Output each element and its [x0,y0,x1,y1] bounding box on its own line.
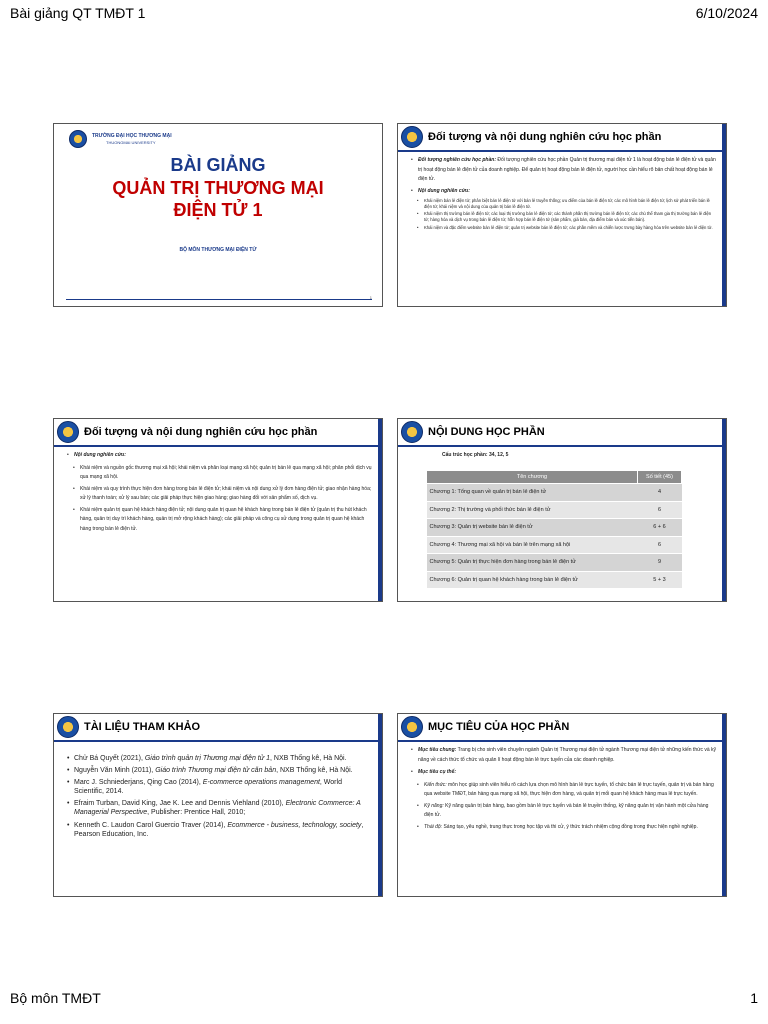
slide-number: 1 [369,295,372,300]
list-item: • Khái niệm và đặc điểm website bán lẻ điện tử; quản trị website bán lẻ điện tử; các phần mềm và chiến lược trưng bày hàng hóa trên website bán lẻ điện tử. [410,225,716,231]
slide-title: NỘI DUNG HỌC PHẦN [428,426,545,438]
list-item: • Đối tượng nghiên cứu học phần: Đối tượng nghiên cứu học phần Quản trị thương mại điện tử 1 là hoạt động bán lẻ điện tử và quản trị hoạt động bán lẻ điện tử của doanh nghiệp. Để quản trị hoạt động bán lẻ điện tử, người học cần hiểu rõ bản chất hoạt động bán lẻ điện tử. [410,156,716,185]
slide-accent-bar [722,714,726,896]
column-header-chapter: Tên chương [427,470,638,484]
chapter-cell: Chương 3: Quản trị website bán lẻ điện tử [427,519,638,537]
list-item: • Nội dung nghiên cứu: [410,188,716,196]
list-item: • Khái niệm quản trị quan hệ khách hàng điện tử; nội dung quản trị quan hệ khách hàng trong bán lẻ điện tử (quản trị thu hút khách hàng, quản trị duy trì khách hàng, quản trị mở rộng khách hàng); các giải pháp và công cụ sử dụng trong quản trị quan hệ khách hàng trong bán lẻ điện tử. [66,506,372,535]
chapter-cell: Chương 2: Thị trường và phối thức bán lẻ điện tử [427,501,638,519]
cover-title-line2: QUẢN TRỊ THƯƠNG MẠI [112,177,324,198]
document-header-date: 6/10/2024 [695,5,758,21]
university-logo-icon [57,716,79,738]
table-row [427,536,682,554]
hours-cell: 6 [638,501,682,519]
slide-accent-bar [722,124,726,306]
chapter-cell: Chương 1: Tổng quan về quản trị bán lẻ điện tử [427,484,638,502]
slide-course-content [397,418,727,602]
slide-objects-content-1 [397,123,727,307]
reference-list [66,754,372,892]
slide-objects-content-2 [53,418,383,602]
reference-item: • Kenneth C. Laudon Carol Guercio Traver (2014), Ecommerce - business, technology, society, Pearson Education, Inc. [66,821,372,839]
list-item: • Kỹ năng: Kỹ năng quản trị bán hàng, bao gồm bán lẻ trực tuyến và bán lẻ truyền thống, kỹ năng quản trị vận hành một cửa hàng điện tử. [410,802,716,821]
university-name: TRƯỜNG ĐẠI HỌC THƯƠNG MẠI [92,133,172,140]
chapter-cell: Chương 4: Thương mại xã hội và bán lẻ trên mạng xã hội [427,536,638,554]
list-item: • Kiến thức: môn học giúp sinh viên hiểu rõ cách lựa chọn mô hình bán lẻ trực tuyến, tổ chức bán lẻ trực tuyến, quản trị và bán hàng qua website TMĐT, bán hàng qua mạng xã hội, thực hiện đơn hàng, và quản trị mối quan hệ khách hàng mua lẻ trực tuyến. [410,781,716,800]
department-name: BỘ MÔN THƯƠNG MẠI ĐIỆN TỬ [179,247,257,253]
university-logo-icon [401,421,423,443]
slide-cover [53,123,383,307]
slide-objectives [397,713,727,897]
column-header-hours: Số tiết (45) [638,470,682,484]
slide-title: Đối tượng và nội dung nghiên cứu học phần [84,426,318,438]
table-header-row [427,470,682,484]
slide-title: Đối tượng và nội dung nghiên cứu học phần [428,131,662,143]
university-name-en: THUONGMAI UNIVERSITY [106,139,156,145]
table-row [427,484,682,502]
cover-title-line3: ĐIỆN TỬ 1 [173,200,263,220]
slide-title: MỤC TIÊU CỦA HỌC PHẦN [428,721,570,733]
table-row [427,519,682,537]
chapter-table [426,470,682,590]
university-logo-icon [401,716,423,738]
list-item: • Khái niệm và nguồn gốc thương mại xã hội; khái niệm và phân loại mạng xã hội; quản trị bán lẻ qua mạng xã hội; phân phối dịch vụ qua mạng xã hội. [66,464,372,483]
list-item: • Nội dung nghiên cứu: [66,451,372,461]
university-logo-icon [401,126,423,148]
slide-body [66,451,372,597]
reference-item: • Marc J. Schniederjans, Qing Cao (2014), E-commerce operations management, World Scientific, 2014. [66,778,372,796]
chapter-cell: Chương 6: Quản trị quan hệ khách hàng trong bán lẻ điện tử [427,571,638,589]
cover-title-line1: BÀI GIẢNG [170,155,266,175]
list-item: • Khái niệm và quy trình thực hiện đơn hàng trong bán lẻ điện tử; khái niệm và nội dung xử lý đơn hàng điện tử; giao nhận hàng hóa; xử lý thanh toán; xử lý sau bán; các giải pháp thực hiện giao hàng; giao hàng đối với sản phẩm số, dịch vụ. [66,485,372,504]
chapter-cell: Chương 5: Quản trị thực hiện đơn hàng trong bán lẻ điện tử [427,554,638,572]
slide-title-bar [398,419,726,447]
reference-item: • Nguyễn Văn Minh (2011), Giáo trình Thương mại điện tử căn bản, NXB Thống kê, Hà Nội. [66,766,372,775]
slide-references [53,713,383,897]
slide-body [410,452,716,597]
document-footer-department: Bộ môn TMĐT [10,990,101,1006]
slide-title-bar [398,124,726,152]
list-item: • Thái độ: Sáng tạo, yêu nghề, trung thực trong học tập và thi cử, ý thức trách nhiệm cộng đồng trong thực hiện nghề nghiệp. [410,823,716,833]
list-item: • Khái niệm thị trường bán lẻ điện tử; các loại thị trường bán lẻ điện tử; các thành phần thị trường bán lẻ điện tử; các chủ thể tham gia thị trường bán lẻ điện tử; hàng hóa và dịch vụ trong bán lẻ điện tử; hỗn hợp bán lẻ điện tử (sản phẩm, giá bán, địa điểm bán và xúc tiến bán). [410,211,716,222]
slide-title: TÀI LIỆU THAM KHẢO [84,721,201,733]
university-logo-icon [69,130,87,148]
reference-item: • Efraim Turban, David King, Jae K. Lee and Dennis Viehland (2010), Electronic Commerce: A Managerial Perspective, Publisher: Prentice Hall, 2010; [66,799,372,817]
table-row [427,501,682,519]
list-item: • Mục tiêu cụ thể: [410,768,716,778]
hours-cell: 6 [638,536,682,554]
slide-accent-bar [722,419,726,601]
university-logo-icon [57,421,79,443]
slide-accent-bar [378,714,382,896]
course-structure: Cấu trúc học phần: 34, 12, 5 [442,452,509,458]
document-header-title: Bài giảng QT TMĐT 1 [10,5,146,21]
hours-cell: 9 [638,554,682,572]
divider [66,299,372,300]
hours-cell: 4 [638,484,682,502]
list-item: • Mục tiêu chung: Trang bị cho sinh viên chuyên ngành Quản trị Thương mại điện tử ngành Thương mại điện tử những kiến thức và kỹ năng về cách thức tổ chức và quản lí hoạt động bán lẻ trực tuyến của các doanh nghiệp. [410,746,716,765]
hours-cell: 6 + 6 [638,519,682,537]
table-row [427,571,682,589]
slide-body [410,156,716,302]
slide-title-bar [54,714,382,742]
slide-body [410,746,716,892]
list-item: • Khái niệm bán lẻ điện tử; phân biệt bán lẻ điện tử với bán lẻ truyền thống; ưu điểm của bán lẻ điện tử; các mô hình bán lẻ điện tử; lịch sử phát triển bán lẻ điện tử; khái niệm và nội dung của quản trị bán lẻ điện tử. [410,198,716,209]
document-page-number: 1 [750,990,758,1006]
slide-accent-bar [378,419,382,601]
hours-cell: 5 + 3 [638,571,682,589]
table-row [427,554,682,572]
slide-title-bar [54,419,382,447]
slide-title-bar [398,714,726,742]
reference-item: • Chử Bá Quyết (2021), Giáo trình quản trị Thương mại điện tử 1, NXB Thống kê, Hà Nội. [66,754,372,763]
sub-list [410,198,716,230]
university-branding [66,130,172,148]
cover-title [54,154,382,222]
